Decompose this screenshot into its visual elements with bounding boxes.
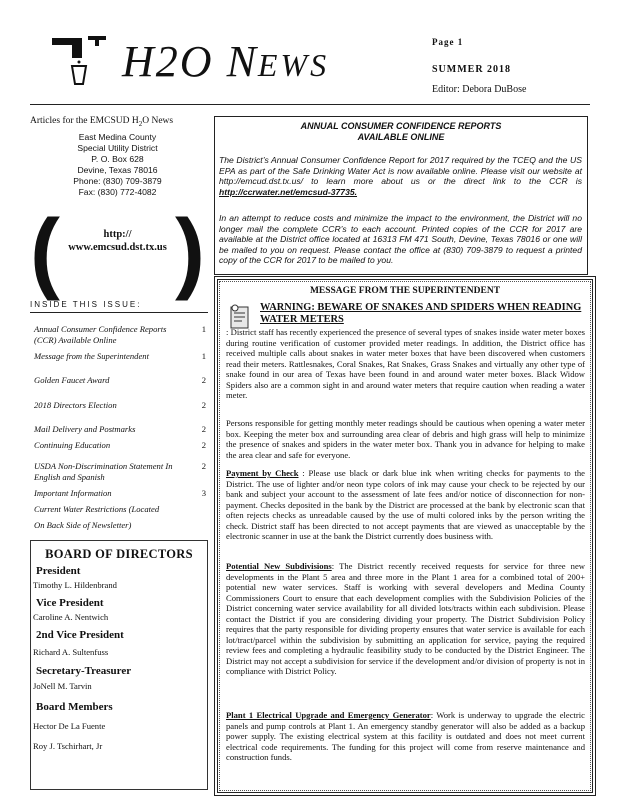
ccr-article bbox=[214, 116, 588, 275]
district-address: East Medina County Special Utility District P. O. Box 628 Devine, Texas 78016 Phone: (830) 709-3879 Fax: (830) 772-4082 bbox=[73, 132, 162, 197]
warning-heading: WARNING: BEWARE OF SNAKES AND SPIDERS WHEN READING WATER METERS bbox=[260, 302, 582, 325]
articles-heading: Articles for the EMCSUD $H_2O$ News bbox=[30, 116, 174, 128]
persons-paragraph: Persons responsible for getting monthly meter readings should be cautious when opening a water meter box. Keeping the meter box and surrounding area clear of debris and high grass will help to minimize the presence of snakes and spiders in the water meter box. Thank you in advance for helping to make the area clear and safe for everyone. bbox=[226, 418, 585, 460]
ccr-paragraph: In an attempt to reduce costs and minimize the impact to the environment, the District will no longer mail the complete CCR’s to each account. Printed copies of the CCR for 2017 are available at the District office located at 16313 FM 471 South, Devine, Texas 78016 or one will be mailed to you on request. Please contact the office at (830) 709-3879 to request a printed copy of the CCR for 2017 to be mailed to you. bbox=[219, 213, 582, 265]
issue-date: SUMMER 2018 bbox=[432, 64, 512, 75]
board-title: BOARD OF DIRECTORS bbox=[45, 547, 193, 561]
board-member: Timothy L. Hildenbrand bbox=[33, 580, 117, 590]
plant-paragraph: Plant 1 Electrical Upgrade and Emergency Generator: Work is underway to upgrade the electric panels and pump controls at Plant 1. An emergency standby generator will also be added as a backup power supply. The existing electrical system at this facility is outdated and does not meet current electrical code requirements. The funding for this project will come from reserve maintenance and construction funds. bbox=[226, 710, 585, 762]
board-member: JoNell M. Tarvin bbox=[33, 681, 92, 691]
toc-item: On Back Side of Newsletter) bbox=[34, 520, 132, 530]
board-role: Secretary-Treasurer bbox=[36, 665, 132, 677]
board-role: President bbox=[36, 565, 81, 577]
board-role: 2nd Vice President bbox=[36, 629, 124, 641]
header-rule bbox=[30, 104, 590, 105]
toc-item[interactable]: Continuing Education 2 bbox=[34, 440, 206, 450]
toc-item[interactable]: Annual Consumer Confidence Reports (CCR) Available Online 1 bbox=[34, 324, 206, 345]
subdivisions-paragraph: Potential New Subdivisions: The District recently received requests for service for three new developments in the Plant 5 area and three more in the Plant 1 area for a combined total of 200+ potential new water services. Staff is working with several developers and Medina County Commissioners Court to ensure that each development complies with the Subdivision Policies of the District concerning water service availability for all divided lots/tracts within each subdivision. Please contact the District if you are considering dividing your property. The District Subdivision Policy requires that the party responsible for dividing property ensures that water service is available for each lot/tract/parcel within the subdivision by submitting an application for service, paying the required review fees and completing a hydraulic feasibility study to be conducted by the District Engineer. The District may not accept a subdivision for service if the development and/or division of property is not in compliance with District Policy. bbox=[226, 561, 585, 676]
ccr-link[interactable]: http://ccrwater.net/emcsud-37735. bbox=[219, 186, 358, 197]
toc-item[interactable]: Important Information 3 bbox=[34, 488, 206, 498]
board-member: Caroline A. Nentwich bbox=[33, 612, 109, 622]
toc-item[interactable]: USDA Non-Discrimination Statement In English and Spanish 2 bbox=[34, 461, 206, 482]
ccr-paragraph: The District’s Annual Consumer Confidence Report for 2017 required by the TCEQ and the US EPA as part of the Safe Drinking Water Act is now available online. Please visit our website at http://emcud.dst.tx.us/ to learn more about us or the direct link to the CCR is http://ccrwater.net/emcsud-37735. bbox=[219, 155, 582, 197]
superintendent-message bbox=[214, 276, 596, 796]
board-of-directors bbox=[30, 540, 208, 790]
inside-issue-label: INSIDE THIS ISSUE: bbox=[30, 300, 142, 309]
toc-item[interactable]: Mail Delivery and Postmarks 2 bbox=[34, 424, 206, 434]
board-role: Board Members bbox=[36, 701, 113, 713]
board-member: Hector De La Fuente bbox=[33, 721, 106, 731]
check-paragraph: Payment by Check : Please use black or dark blue ink when writing checks for payments to the District. The use of lighter and/or neon type colors of ink may cause your check to be rejected by our bank and subject your account to the assessment of late fees and/or notice of disconnection for non-payment. Checks deposited in the bank by the District are processed at the bank by electronic scan that often rejects checks as unreadable caused by the use of multi colored inks by the person writing the check. District staff has been directed to not accept payments that are viewed as unacceptable by the electronic scanner in use at the bank the District currently does business with. bbox=[226, 468, 585, 541]
masthead-title: H2O NEWS bbox=[122, 37, 330, 86]
toc-divider bbox=[30, 312, 208, 313]
editor-credit: Editor: Debora DuBose bbox=[432, 84, 527, 95]
toc-item[interactable]: Golden Faucet Award 2 bbox=[34, 375, 206, 385]
toc-item[interactable]: 2018 Directors Election 2 bbox=[34, 400, 206, 410]
ccr-title: ANNUAL CONSUMER CONFIDENCE REPORTS AVAILABLE ONLINE bbox=[300, 121, 502, 142]
superintendent-title: MESSAGE FROM THE SUPERINTENDENT bbox=[309, 286, 501, 296]
board-member: Roy J. Tschirhart, Jr bbox=[33, 741, 103, 751]
board-member: Richard A. Sultenfuss bbox=[33, 647, 109, 657]
website-callout: ( ) http:// www.emcsud.dst.tx.us bbox=[30, 202, 205, 302]
warning-paragraph: : District staff has recently experienced the presence of several types of snakes inside water meter boxes during routine verification of customer provided meter readings. In addition, the District office has received multiple calls about snakes in water meter boxes that have been discovered when customers read their meters. Rattlesnakes, Coral Snakes, Rat Snakes, Grass Snakes and virtually any other type of snake found in our area of Texas have been found in and around water meter boxes. Black Widow Spiders also are a common sight in and around water meters that require caution when reading a water meter. bbox=[226, 327, 585, 400]
faucet-icon bbox=[50, 36, 112, 86]
toc-item: Current Water Restrictions (Located bbox=[34, 504, 160, 514]
board-role: Vice President bbox=[36, 597, 104, 609]
page-number: Page 1 bbox=[432, 37, 464, 47]
website-link[interactable]: http:// www.emcsud.dst.tx.us bbox=[68, 229, 167, 253]
toc-item[interactable]: Message from the Superintendent 1 bbox=[34, 351, 206, 361]
